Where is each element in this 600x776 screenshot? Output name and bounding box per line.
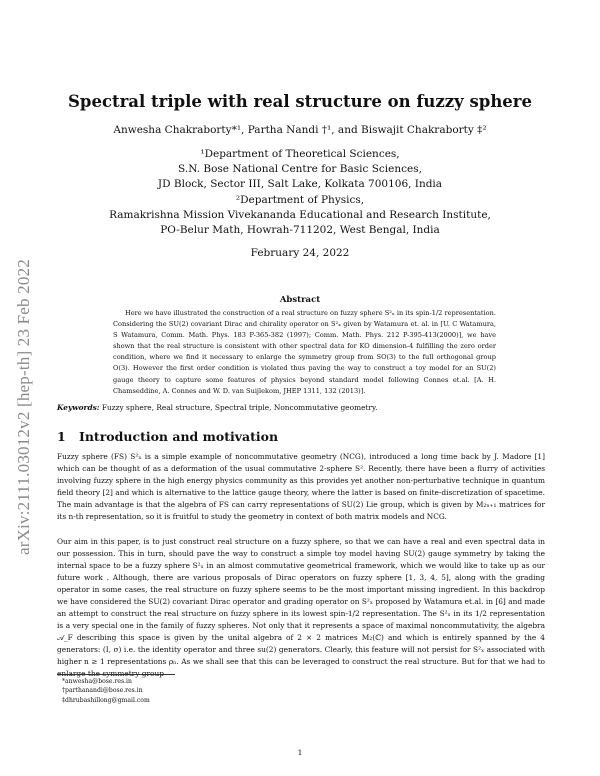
section-title: Introduction and motivation bbox=[79, 429, 279, 444]
footnote-email[interactable]: *anwesha@bose.res.in bbox=[62, 678, 132, 685]
section-number: 1 bbox=[57, 429, 66, 444]
affiliation-line: Ramakrishna Mission Vivekananda Educational and Research Institute, bbox=[109, 208, 491, 221]
affiliation-line: ¹Department of Theoretical Sciences, bbox=[200, 148, 400, 160]
footnote-email[interactable]: ‡dhrubashillong@gmail.com bbox=[62, 696, 150, 704]
affiliation-line: ²Department of Physics, bbox=[235, 193, 365, 206]
keywords bbox=[57, 403, 547, 413]
arxiv-side-stamp: arXiv:2111.03012v2 [hep-th] 23 Feb 2022 bbox=[14, 259, 33, 555]
affiliation-line: S.N. Bose National Centre for Basic Sciences, bbox=[178, 163, 422, 176]
page-number: 1 bbox=[297, 748, 303, 757]
affiliation-line: JD Block, Sector III, Salt Lake, Kolkata 700106, India bbox=[157, 178, 443, 191]
keywords-label: Keywords: bbox=[57, 403, 100, 412]
footnote-rule bbox=[57, 674, 175, 675]
abstract-text: Here we have illustrated the construction of a real structure on fuzzy sphere S²ₓ in its spin-1/2 representation. Considering the SU(2) covariant Dirac and chirality operator on S²ₓ given by Watamura et. al. in [U. C Watamura, S Watamura, Comm. Math. Phys. 183 P-365-382 (1997); Comm. Math. Phys. 212 P-395-413(2000)], we have shown that the real structure is consistent with other spectral data for KO dimension-4 fulfilling the zero order condition, where we find it necessary to enlarge the symmetry group from SO(3) to the full orthogonal group O(3). However the first order condition is violated thus paving the way to construct a toy model for an SU(2) gauge theory to capture some features of physics beyond standard model following Connes et.al. [A. H. Chamseddine, A. Connes and W. D. van Suijlekom, JHEP 1311, 132 (2013)]. bbox=[113, 309, 496, 395]
author-list: Anwesha Chakraborty*¹, Partha Nandi †¹, and Biswajit Chakraborty ‡² bbox=[113, 124, 487, 136]
paper-date: February 24, 2022 bbox=[250, 247, 350, 259]
footnotes bbox=[62, 677, 150, 705]
section-heading bbox=[57, 429, 278, 444]
affiliations bbox=[0, 147, 600, 238]
keywords-text: Fuzzy sphere, Real structure, Spectral triple, Noncommutative geometry. bbox=[101, 403, 378, 412]
affiliation-line: PO-Belur Math, Howrah-711202, West Bengal, India bbox=[160, 224, 440, 237]
abstract-heading: Abstract bbox=[279, 295, 321, 305]
body-paragraph: Fuzzy sphere (FS) S²ₓ is a simple example of noncommutative geometry (NCG), introduced a long time back by J. Madore [1] which can be thought of as a deformation of the usual commutative 2-sphere S². Recently, there have been a flurry of activities involving fuzzy sphere in the high energy physics community as this provides yet another non-perturbative technique in quantum field theory [2] and which is alternative to the lattice gauge theory, where the latter is based on finite-discretization of spacetime. The main advantage is that the algebra of FS can carry representations of SU(2) Lie group, which is given by M₂ₙ₊₁ matrices for its n-th representation, so it is fruitful to study the geometry in context of both matrix models and NCG. bbox=[57, 452, 545, 521]
footnote-email[interactable]: †parthanandi@bose.res.in bbox=[62, 687, 143, 695]
paper-title: Spectral triple with real structure on fuzzy sphere bbox=[68, 92, 532, 111]
body-paragraph: Our aim in this paper, is to just construct real structure on a fuzzy sphere, so that we can have a real and even spectral data in our possession. This in turn, should pave the way to construct a simple toy model having SU(2) gauge symmetry by taking the internal space to be a fuzzy sphere S²ₓ in an almost commutative geometrical framework, which we would like to take up as our future work . Although, there are various proposals of Dirac operators on fuzzy sphere [1, 3, 4, 5], along with the grading operator in some cases, the real structure on fuzzy sphere seems to be the most important missing ingredient. In this backdrop we have considered the SU(2) covariant Dirac operator and grading operator on S²ₓ proposed by Watamura et.al. in [6] and made an attempt to construct the real structure on fuzzy sphere in its lowest spin-1/2 representation. The S²ₓ in its 1/2 representation is a very special one in the family of fuzzy spheres. Not only that it represents a space of maximal noncommutativity, the algebra 𝒜_F describing this space is given by the unital algebra of 2 × 2 matrices M₂(ℂ) and which is entirely spanned by the 4 generators: (I, σ) i.e. the identity operator and three su(2) generators. Clearly, this feature will not persist for S²ₓ associated with higher n ≥ 1 representations ρₙ. As we shall see that this can be leveraged to construct the real structure. But for that we had to enlarge the symmetry group bbox=[57, 537, 545, 678]
